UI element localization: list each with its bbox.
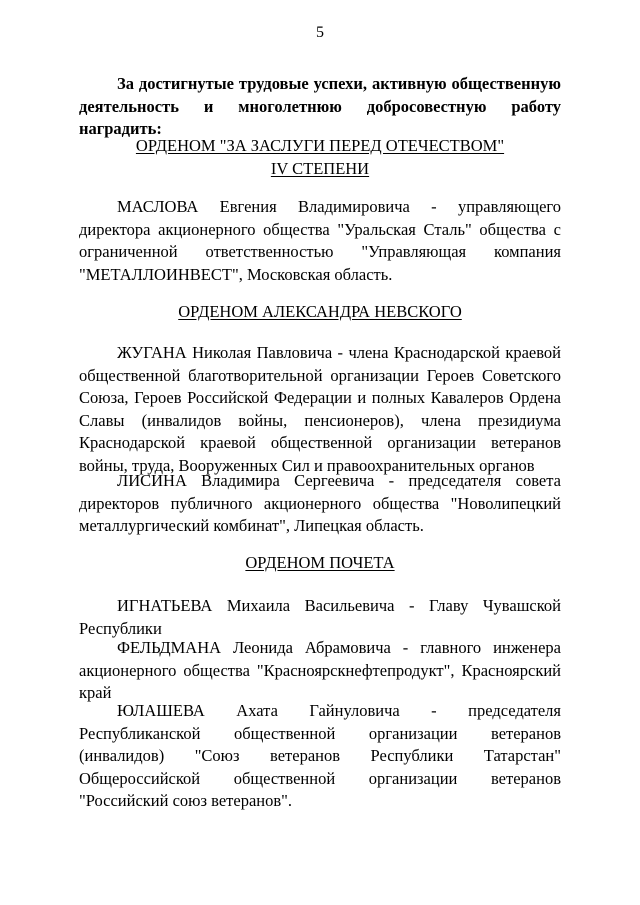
- award-entry-lisin: ЛИСИНА Владимира Сергеевича - председателя совета директоров публичного акционерного общества "Новолипецкий металлургический комбинат", Липецкая область.: [79, 471, 561, 535]
- award-entry-feldman: ФЕЛЬДМАНА Леонида Абрамовича - главного инженера акционерного общества "Красноярскнефтепродукт", Красноярский край: [79, 638, 561, 702]
- lead-paragraph: За достигнутые трудовые успехи, активную общественную деятельность и многолетнюю добросовестную работу наградить:: [79, 74, 561, 138]
- award-entry-yulashev: ЮЛАШЕВА Ахата Гайнуловича - председателя Республиканской общественной организации ветеранов (инвалидов) "Союз ветеранов Республики Татарстан" Общероссийской общественной организации ветеранов "Российский союз ветеранов".: [79, 701, 561, 810]
- award-entry-zhugan: ЖУГАНА Николая Павловича - члена Краснодарской краевой общественной благотворительной организации Героев Советского Союза, Героев Российской Федерации и полных Кавалеров Ордена Славы (инвалидов войны, пенсионеров), члена президиума Краснодарской краевой общественной организации ветеранов войны, труда, Вооруженных Сил и правоохранительных органов: [79, 343, 561, 475]
- award-entry-ignatyev: ИГНАТЬЕВА Михаила Васильевича - Главу Чувашской Республики: [79, 596, 561, 638]
- order-heading-line: ОРДЕНОМ "ЗА ЗАСЛУГИ ПЕРЕД ОТЕЧЕСТВОМ": [135, 136, 505, 155]
- order-heading-honor: ОРДЕНОМ ПОЧЕТА: [245, 553, 395, 572]
- order-heading-merit-fatherland: [79, 135, 561, 180]
- award-entry-maslov: МАСЛОВА Евгения Владимировича - управляющего директора акционерного общества "Уральская Сталь" общества с ограниченной ответственностью "Управляющая компания "МЕТАЛЛОИНВЕСТ", Московская область.: [79, 197, 561, 284]
- order-heading-alexander-nevsky: ОРДЕНОМ АЛЕКСАНДРА НЕВСКОГО: [178, 302, 462, 321]
- page-number: 5: [316, 24, 324, 41]
- order-heading-degree: IV СТЕПЕНИ: [270, 158, 370, 178]
